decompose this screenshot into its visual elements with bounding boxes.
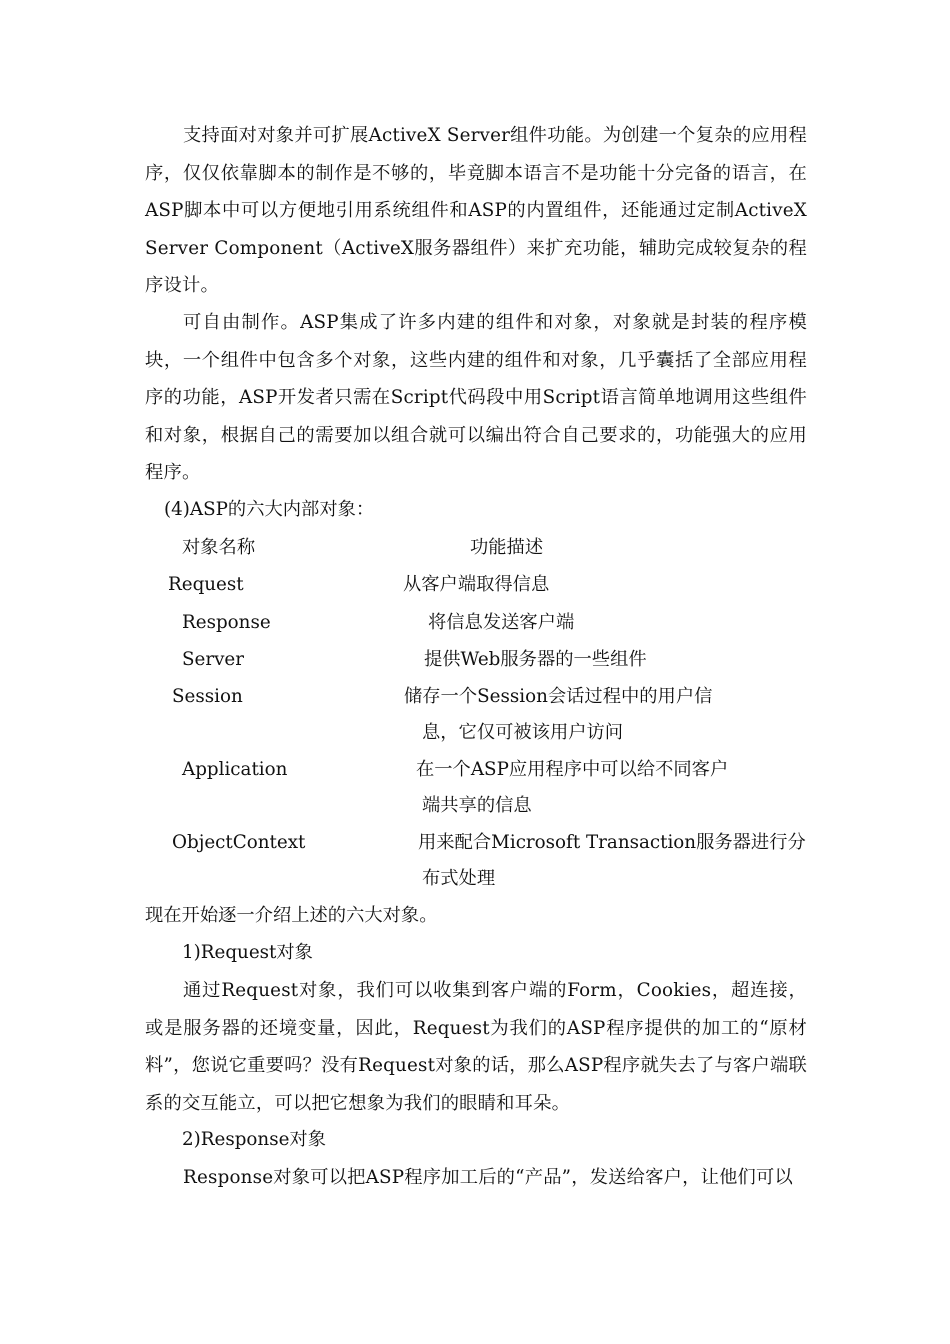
paragraph-free-make: 可自由制作。ASP集成了许多内建的组件和对象，对象就是封装的程序模块，一个组件中包含多个对象，这些内建的组件和对象，几乎囊括了全部应用程序的功能，ASP开发者只需在Script代码段中用Script语言简单地调用这些组件和对象，根据自己的需要加以组合就可以编出符合自己要求的，功能强大的应用程序。 (145, 312, 807, 483)
subheading-response: 2)Response对象 (182, 1129, 326, 1150)
table-row-name: Server (182, 649, 244, 670)
table-row-desc: 储存一个Session会话过程中的用户信 (404, 686, 713, 707)
table-row-name: Response (182, 612, 271, 633)
paragraph-activex: 支持面对对象并可扩展ActiveX Server组件功能。为创建一个复杂的应用程序，仅仅依靠脚本的制作是不够的，毕竟脚本语言不是功能十分完备的语言，在ASP脚本中可以方便地引用系统组件和ASP的内置组件，还能通过定制ActiveX Server Component（ActiveX服务器组件）来扩充功能，辅助完成较复杂的程序设计。 (145, 125, 807, 296)
section-heading: (4)ASP的六大内部对象： (164, 499, 375, 520)
paragraph-request: 通过Request对象，我们可以收集到客户端的Form，Cookies，超连接，或是服务器的还境变量，因此，Request为我们的ASP程序提供的加工的“原材料”，您说它重要吗？没有Request对象的话，那么ASP程序就失去了与客户端联系的交互能立，可以把它想象为我们的眼睛和耳朵。 (145, 980, 807, 1114)
table-row-desc: 将信息发送客户端 (428, 612, 575, 633)
intro-line: 现在开始逐一介绍上述的六大对象。 (145, 905, 438, 926)
table-row-name: Request (168, 574, 244, 595)
table-row-desc: 用来配合Microsoft Transaction服务器进行分 (418, 832, 806, 853)
table-header-desc: 功能描述 (470, 537, 544, 558)
table-row-name: Session (172, 686, 243, 707)
table-row-desc-cont: 布式处理 (422, 868, 496, 889)
paragraph-response: Response对象可以把ASP程序加工后的“产品”，发送给客户，让他们可以 (183, 1167, 793, 1188)
table-header-name: 对象名称 (182, 537, 256, 558)
table-row-name: Application (182, 759, 288, 780)
subheading-request: 1)Request对象 (182, 942, 313, 963)
table-row-name: ObjectContext (172, 832, 306, 853)
table-row-desc: 从客户端取得信息 (403, 574, 550, 595)
table-row-desc-cont: 息，它仅可被该用户访问 (422, 722, 624, 743)
table-row-desc: 在一个ASP应用程序中可以给不同客户 (416, 759, 729, 780)
table-row-desc-cont: 端共享的信息 (422, 795, 532, 816)
table-row-desc: 提供Web服务器的一些组件 (424, 649, 647, 670)
